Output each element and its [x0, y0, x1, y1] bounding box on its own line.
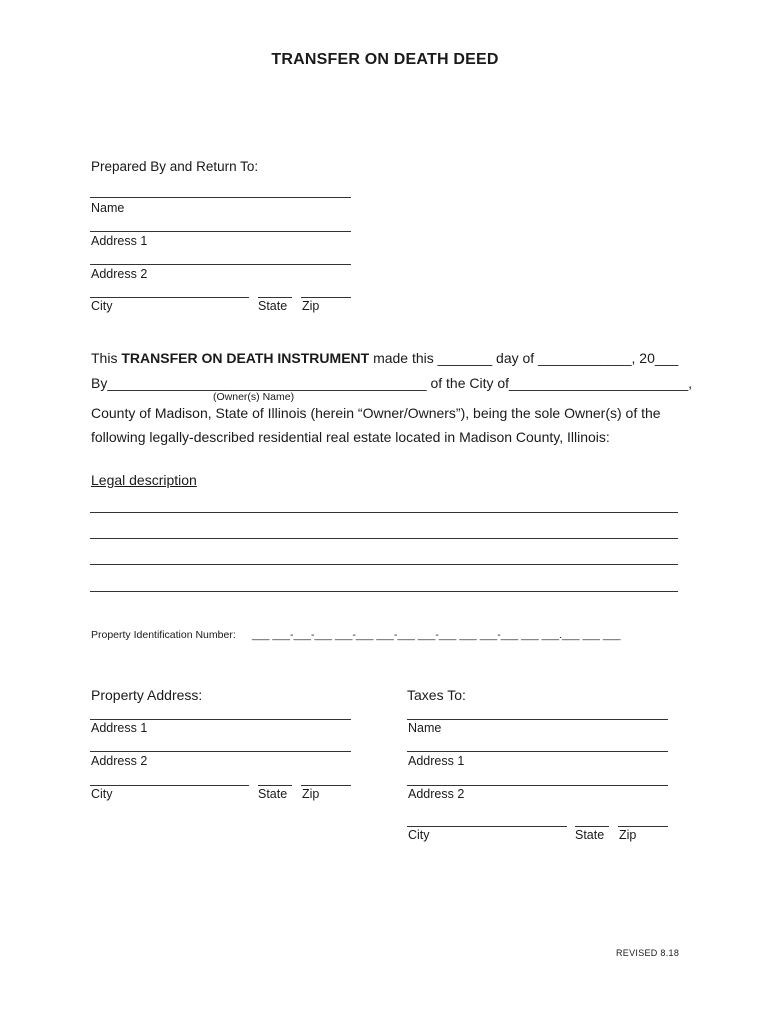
- taxes-city-field[interactable]: [407, 826, 567, 827]
- legal-description-line-1[interactable]: [90, 512, 678, 513]
- prepared-address2-label: Address 2: [91, 267, 148, 281]
- instrument-line-1-suffix: made this _______ day of ____________, 20___: [369, 350, 679, 366]
- instrument-line-1-prefix: This: [91, 350, 122, 366]
- prepared-state-field[interactable]: [258, 297, 292, 298]
- owner-name-caption: (Owner(s) Name): [213, 391, 295, 403]
- property-address2-label: Address 2: [91, 754, 148, 768]
- taxes-address2-field[interactable]: [407, 785, 668, 786]
- legal-description-line-4[interactable]: [90, 591, 678, 592]
- revision-note: REVISED 8.18: [616, 948, 680, 958]
- instrument-line-1-bold: TRANSFER ON DEATH INSTRUMENT: [121, 350, 370, 366]
- taxes-state-field[interactable]: [575, 826, 609, 827]
- property-zip-field[interactable]: [301, 785, 351, 786]
- prepared-state-label: State: [258, 299, 288, 313]
- property-zip-label: Zip: [302, 787, 320, 801]
- taxes-zip-field[interactable]: [618, 826, 668, 827]
- instrument-line-1: [91, 350, 678, 366]
- property-address1-field[interactable]: [90, 719, 351, 720]
- instrument-line-2: By_________________________________________ of the City of_______________________,: [91, 375, 693, 391]
- taxes-city-label: City: [408, 828, 430, 842]
- property-state-field[interactable]: [258, 785, 292, 786]
- prepared-name-field[interactable]: [90, 197, 351, 198]
- taxes-address1-field[interactable]: [407, 751, 668, 752]
- prepared-by-heading: Prepared By and Return To:: [91, 159, 259, 174]
- property-address-heading: Property Address:: [91, 687, 203, 703]
- property-city-field[interactable]: [90, 785, 249, 786]
- instrument-line-3: County of Madison, State of Illinois (herein “Owner/Owners”), being the sole Owner(s) of the: [91, 405, 661, 421]
- legal-description-line-2[interactable]: [90, 538, 678, 539]
- prepared-city-label: City: [91, 299, 113, 313]
- prepared-address1-label: Address 1: [91, 234, 148, 248]
- pin-label: Property Identification Number:: [91, 629, 236, 641]
- prepared-zip-field[interactable]: [301, 297, 351, 298]
- instrument-line-4: following legally-described residential real estate located in Madison County, Illinois:: [91, 429, 610, 445]
- pin-blanks[interactable]: ___ ___-___-___ ___-___ ___-___ ___-___ ___ ___-___ ___ ___.___ ___ ___: [252, 629, 621, 641]
- taxes-address2-label: Address 2: [408, 787, 465, 801]
- taxes-to-heading: Taxes To:: [407, 687, 466, 703]
- prepared-zip-label: Zip: [302, 299, 320, 313]
- taxes-address1-label: Address 1: [408, 754, 465, 768]
- property-state-label: State: [258, 787, 288, 801]
- legal-description-line-3[interactable]: [90, 564, 678, 565]
- prepared-city-field[interactable]: [90, 297, 249, 298]
- taxes-zip-label: Zip: [619, 828, 637, 842]
- taxes-name-label: Name: [408, 721, 442, 735]
- property-city-label: City: [91, 787, 113, 801]
- document-title: TRANSFER ON DEATH DEED: [271, 51, 499, 68]
- taxes-state-label: State: [575, 828, 605, 842]
- prepared-address2-field[interactable]: [90, 264, 351, 265]
- prepared-address1-field[interactable]: [90, 231, 351, 232]
- prepared-name-label: Name: [91, 201, 125, 215]
- taxes-name-field[interactable]: [407, 719, 668, 720]
- legal-description-heading: Legal description: [91, 472, 197, 488]
- property-address1-label: Address 1: [91, 721, 148, 735]
- property-address2-field[interactable]: [90, 751, 351, 752]
